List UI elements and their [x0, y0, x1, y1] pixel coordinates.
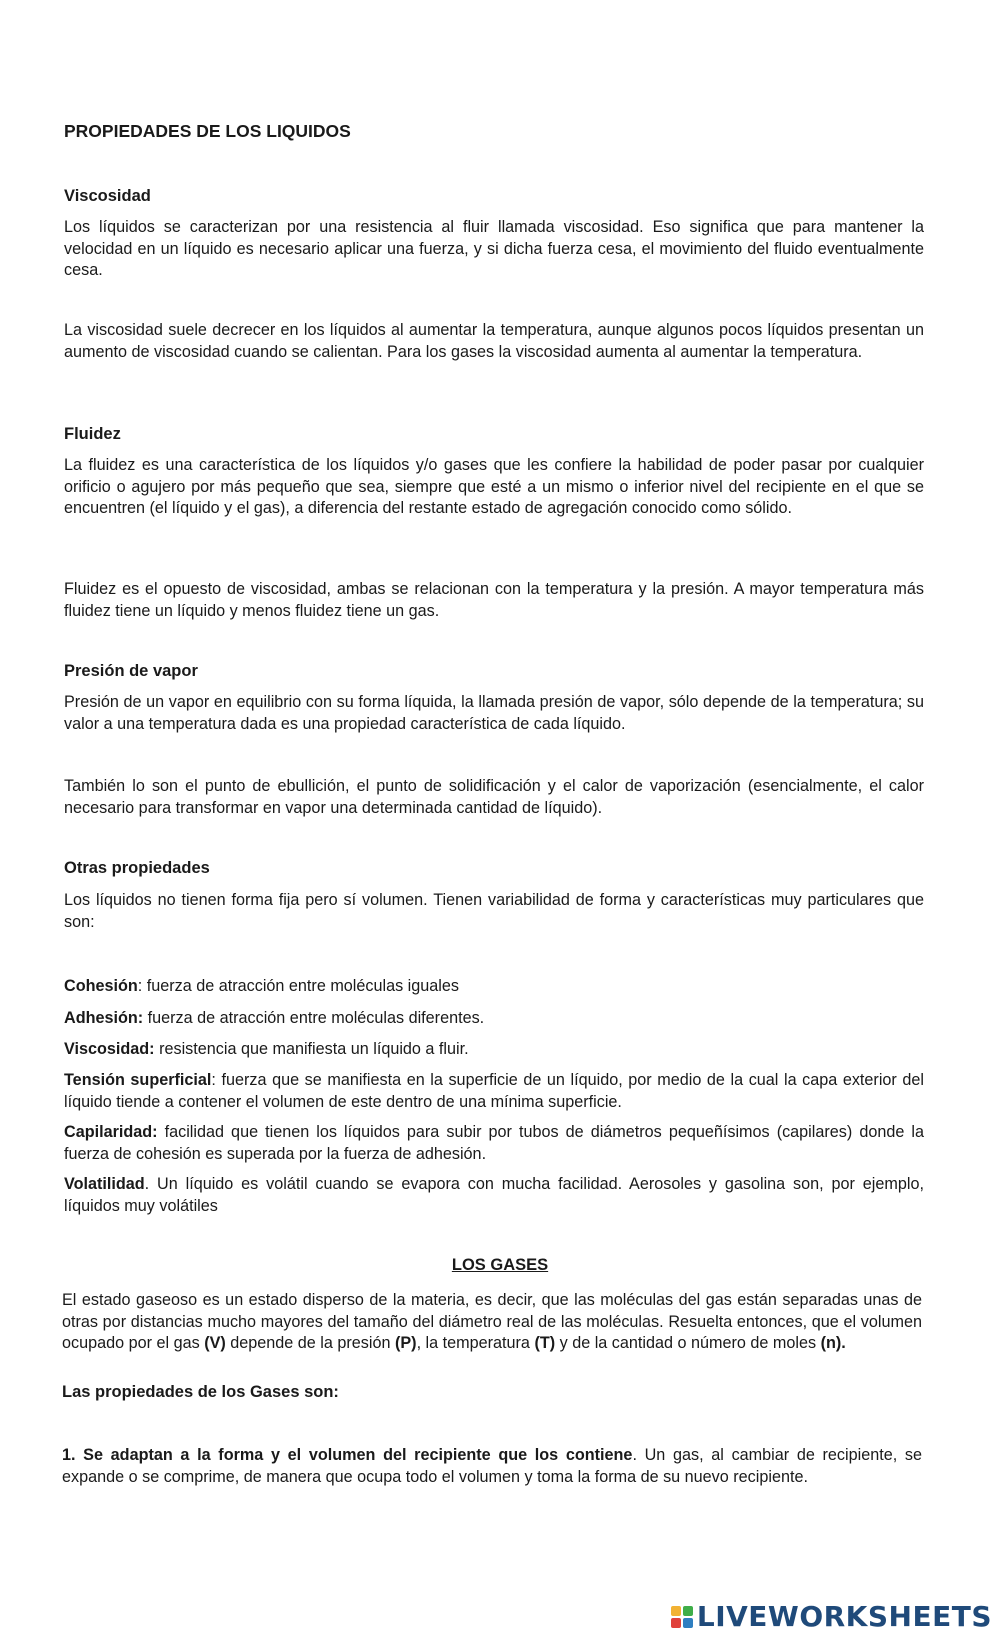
property-term: Adhesión: — [64, 1009, 144, 1027]
property-text: fuerza de atracción entre moléculas diferentes. — [147, 1009, 485, 1027]
logo-text: LIVEWORKSHEETS — [696, 1600, 992, 1633]
property-item — [64, 1008, 924, 1030]
property-item: Tensión superficial: fuerza que se manifiesta en la superficie de un líquido, por medio de la cual la capa exterior del líquido tiende a contener el volumen de este dentro de una mínima superficie. — [64, 1071, 925, 1111]
property-text: fuerza que se manifiesta en la superficie de un líquido, por medio de la cual la capa exterior del líquido tiende a contener el volumen de este dentro de una mínima superficie. — [64, 1071, 925, 1111]
paragraph-viscosidad-1: Los líquidos se caracterizan por una resistencia al fluir llamada viscosidad. Eso significa que para mantener la velocidad en un líquido es necesario aplicar una fuerza, y si dicha fuerza cesa, el movimiento del fluido eventualmente cesa. — [64, 218, 924, 279]
paragraph-viscosidad-2: La viscosidad suele decrecer en los líquidos al aumentar la temperatura, aunque algunos pocos líquidos presentan un aumento de viscosidad cuando se calientan. Para los gases la viscosidad aumenta al aumentar la temperatura. — [64, 321, 924, 361]
liveworksheets-logo — [671, 1600, 992, 1633]
logo-square — [683, 1618, 693, 1628]
heading-fluidez: Fluidez — [64, 425, 121, 443]
paragraph-presion-1: Presión de un vapor en equilibrio con su forma líquida, la llamada presión de vapor, sólo depende de la temperatura; su valor a una temperatura dada es una propiedad característica de cada líquido. — [64, 693, 924, 733]
property-term: Volatilidad — [64, 1175, 145, 1193]
logo-square — [671, 1618, 681, 1628]
property-item — [64, 1039, 924, 1061]
heading-los-gases: LOS GASES — [451, 1256, 549, 1274]
logo-icon — [671, 1606, 693, 1628]
gas-property-1: 1. Se adaptan a la forma y el volumen del recipiente que los contiene. Un gas, al cambiar de recipiente, se expande o se comprime, de manera que ocupa todo el volumen y toma la forma de su nuevo recipiente. — [62, 1446, 922, 1486]
heading-otras-propiedades: Otras propiedades — [64, 859, 210, 877]
logo-square — [671, 1606, 681, 1616]
paragraph-fluidez-1: La fluidez es una característica de los líquidos y/o gases que les confiere la habilidad de poder pasar por cualquier orificio o agujero por más pequeño que sea, siempre que esté a un mismo o inferior nivel del recipiente en el que se encuentren (el líquido y el gas), a diferencia del restante estado de agregación conocido como sólido. — [64, 456, 924, 517]
page-title: PROPIEDADES DE LOS LIQUIDOS — [64, 121, 351, 141]
property-term: Capilaridad: — [64, 1123, 158, 1141]
paragraph-fluidez-2: Fluidez es el opuesto de viscosidad, ambas se relacionan con la temperatura y la presión. A mayor temperatura más fluidez tiene un líquido y menos fluidez tiene un gas. — [64, 580, 924, 620]
property-term: Tensión superficial — [64, 1071, 212, 1089]
property-term: Viscosidad: — [64, 1040, 155, 1058]
property-text: resistencia que manifiesta un líquido a fluir. — [159, 1040, 469, 1058]
paragraph-gases-1: El estado gaseoso es un estado disperso de la materia, es decir, que las moléculas del gas están separadas unas de otras por distancias mucho mayores del tamaño del diámetro real de las moléculas. Resuelta entonces, que el volumen ocupado por el gas (V) depende de la presión (P), la temperatura (T) y de la cantidad o número de moles (n). — [62, 1291, 922, 1352]
heading-propiedades-gases: Las propiedades de los Gases son: — [62, 1383, 339, 1401]
property-item: Cohesión: fuerza de atracción entre moléculas iguales — [64, 977, 459, 995]
property-item: Volatilidad. Un líquido es volátil cuando se evapora con mucha facilidad. Aerosoles y gasolina son, por ejemplo, líquidos muy volátiles — [64, 1175, 924, 1215]
property-text: Un líquido es volátil cuando se evapora con mucha facilidad. Aerosoles y gasolina son, por ejemplo, líquidos muy volátiles — [64, 1175, 924, 1215]
property-item — [64, 1122, 924, 1165]
paragraph-presion-2: También lo son el punto de ebullición, el punto de solidificación y el calor de vaporización (esencialmente, el calor necesario para transformar en vapor una determinada cantidad de líquido). — [64, 777, 924, 817]
property-text: facilidad que tienen los líquidos para subir por tubos de diámetros pequeñísimos (capilares) donde la fuerza de cohesión es superada por la fuerza de adhesión. — [64, 1123, 924, 1163]
property-term: Cohesión — [64, 977, 138, 995]
heading-presion-vapor: Presión de vapor — [64, 662, 198, 680]
logo-square — [683, 1606, 693, 1616]
paragraph-otras-1: Los líquidos no tienen forma fija pero sí volumen. Tienen variabilidad de forma y características muy particulares que son: — [64, 891, 924, 931]
property-text: fuerza de atracción entre moléculas iguales — [146, 977, 459, 995]
heading-viscosidad: Viscosidad — [64, 187, 151, 205]
